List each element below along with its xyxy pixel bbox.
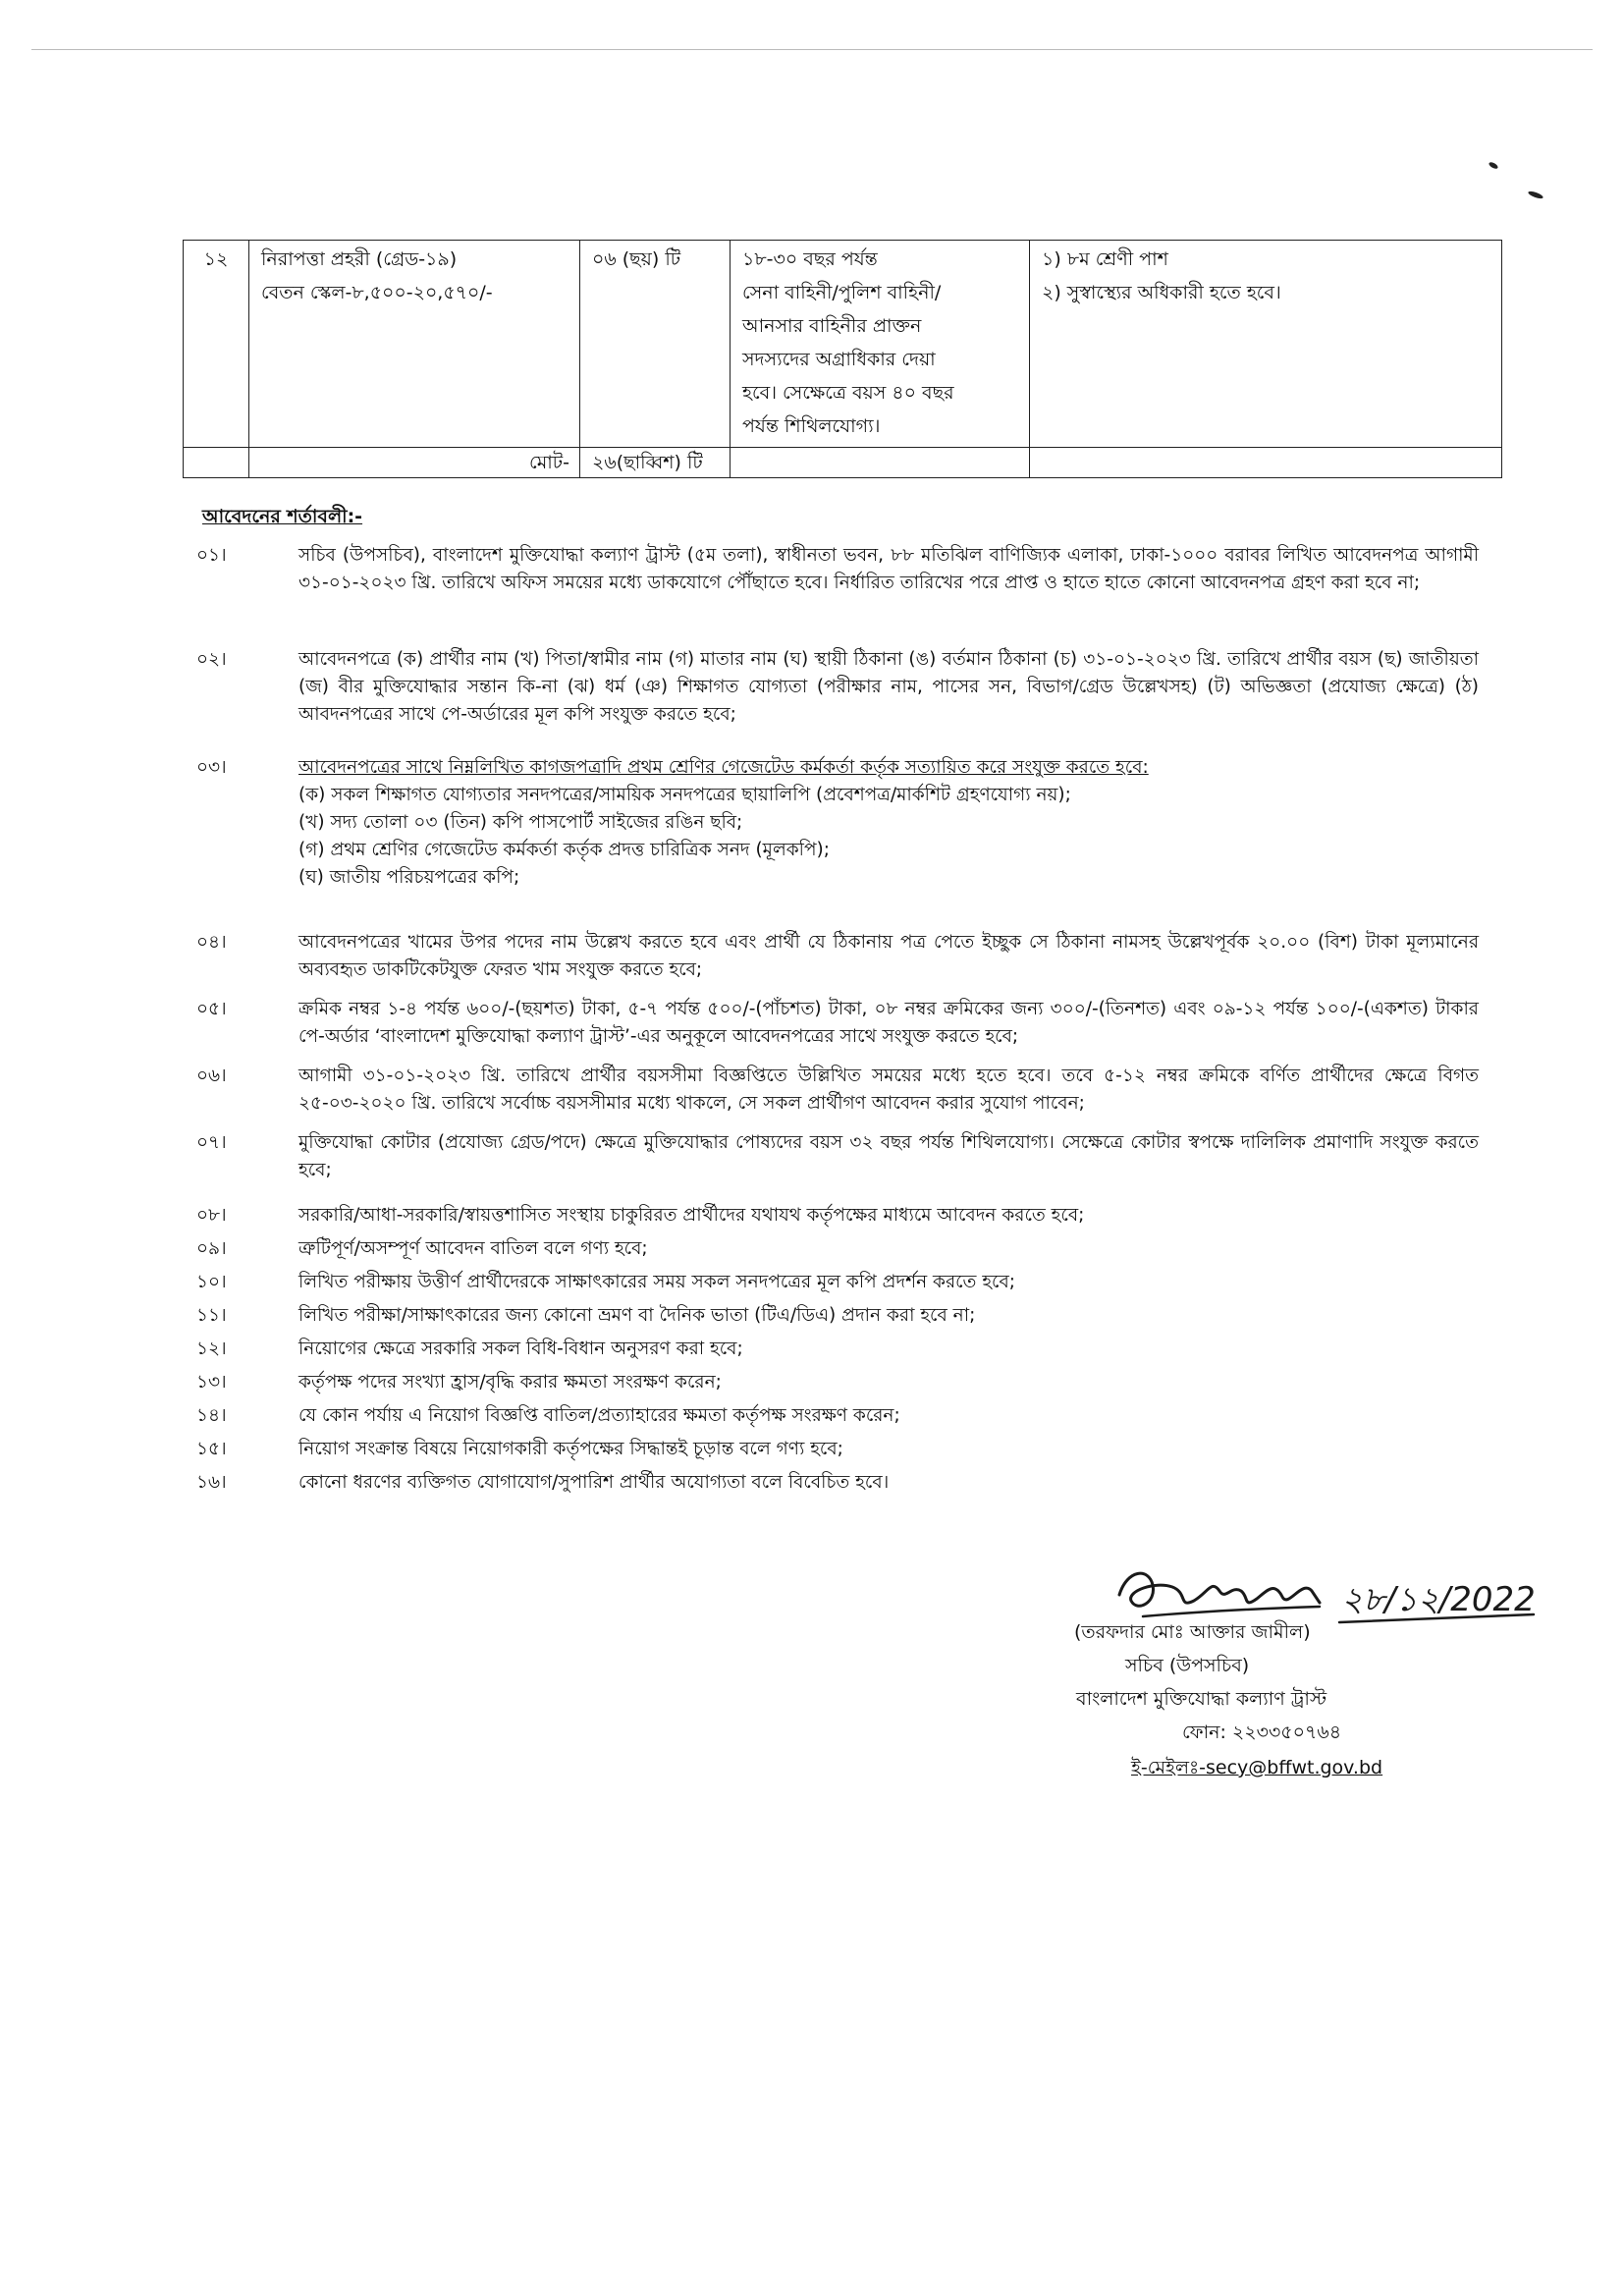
- condition-subitem: (গ) প্রথম শ্রেণির গেজেটেড কর্মকর্তা কর্তৃক প্রদত্ত চারিত্রিক সনদ (মূলকপি);: [298, 840, 830, 860]
- condition-number: ০৪।: [196, 932, 227, 953]
- condition-subitem: (ঘ) জাতীয় পরিচয়পত্রের কপি;: [298, 867, 520, 888]
- condition-number: ০৬।: [196, 1066, 227, 1086]
- condition-number: ০৫।: [196, 999, 227, 1019]
- age-line: আনসার বাহিনীর প্রাক্তন: [742, 315, 922, 337]
- condition-item: [196, 1369, 1479, 1396]
- signatory-email[interactable]: ই-মেইলঃ-secy@bffwt.gov.bd: [1131, 1757, 1383, 1778]
- qualification-line: ২) সুস্বাস্থ্যের অধিকারী হতে হবে।: [1042, 282, 1281, 303]
- condition-text: নিয়োগের ক্ষেত্রে সরকারি সকল বিধি-বিধান অনুসরণ করা হবে;: [298, 1339, 743, 1359]
- condition-item: [196, 996, 1479, 1051]
- condition-number: ১৫।: [196, 1439, 227, 1459]
- scan-speck: [1528, 190, 1544, 199]
- age-line: পর্যন্ত শিথিলযোগ্য।: [742, 415, 881, 437]
- serial-cell: ১২: [184, 241, 249, 448]
- condition-text: আবেদনপত্রের খামের উপর পদের নাম উল্লেখ করতে হবে এবং প্রার্থী যে ঠিকানায় পত্র পেতে ইচ্ছুক সে ঠিকানা নামসহ উল্লেখপূর্বক ২০.০০ (বিশ) টাকা মূল্যমানের অব্যবহৃত ডাকটিকেটযুক্ত ফেরত খাম সংযুক্ত করতে হবে;: [298, 932, 1479, 980]
- condition-number: ১১।: [196, 1305, 227, 1326]
- signatory-name: (তরফদার মোঃ আক্তার জামীল): [1074, 1621, 1311, 1643]
- empty-cell: [731, 448, 1030, 478]
- condition-text: আবেদনপত্রে (ক) প্রার্থীর নাম (খ) পিতা/স্বামীর নাম (গ) মাতার নাম (ঘ) স্থায়ী ঠিকানা (ঙ) বর্তমান ঠিকানা (চ) ৩১-০১-২০২৩ খ্রি. তারিখে প্রার্থীর বয়স (ছ) জাতীয়তা (জ) বীর মুক্তিযোদ্ধার সন্তান কি-না (ঝ) ধর্ম (ঞ) শিক্ষাগত যোগ্যতা (পরীক্ষার নাম, পাসের সন, বিভাগ/গ্রেড উল্লেখসহ) (ট) অভিজ্ঞতা (প্রযোজ্য ক্ষেত্রে) (ঠ) আবদনপত্রের সাথে পে-অর্ডারের মূল কপি সংযুক্ত করতে হবে;: [298, 649, 1479, 725]
- condition-item: [196, 754, 1479, 892]
- condition-item: [196, 1269, 1479, 1296]
- condition-number: ১৪।: [196, 1405, 227, 1426]
- condition-item: [196, 1202, 1479, 1230]
- age-line: সদস্যদের অগ্রাধিকার দেয়া: [742, 349, 936, 370]
- signatory-phone: ফোন: ২২৩৩৫০৭৬৪: [1182, 1722, 1342, 1743]
- condition-number: ১০।: [196, 1272, 227, 1292]
- condition-lead: আবেদনপত্রের সাথে নিম্নলিখিত কাগজপত্রাদি প্রথম শ্রেণির গেজেটেড কর্মকর্তা কর্তৃক সত্যায়িত করে সংযুক্ত করতে হবে:: [298, 757, 1149, 778]
- signatory-designation: সচিব (উপসচিব): [1125, 1655, 1250, 1676]
- age-line: ১৮-৩০ বছর পর্যন্ত: [742, 248, 878, 270]
- condition-subitem: (ক) সকল শিক্ষাগত যোগ্যতার সনদপত্রের/সাময়িক সনদপত্রের ছায়ালিপি (প্রবেশপত্র/মার্কশিট গ্রহণযোগ্য নয়);: [298, 785, 1071, 805]
- condition-item: [196, 646, 1479, 729]
- condition-item: [196, 542, 1479, 597]
- condition-number: ০৩।: [196, 757, 227, 778]
- post-name: নিরাপত্তা প্রহরী (গ্রেড-১৯): [261, 248, 458, 270]
- condition-text: কর্তৃপক্ষ পদের সংখ্যা হ্রাস/বৃদ্ধি করার ক্ষমতা সংরক্ষণ করেন;: [298, 1372, 722, 1393]
- condition-number: ০৭।: [196, 1132, 227, 1153]
- condition-text: লিখিত পরীক্ষা/সাক্ষাৎকারের জন্য কোনো ভ্রমণ বা দৈনিক ভাতা (টিএ/ডিএ) প্রদান করা হবে না;: [298, 1305, 976, 1326]
- pay-scale: বেতন স্কেল-৮,৫০০-২০,৫৭০/-: [261, 282, 493, 303]
- condition-number: ১৩।: [196, 1372, 227, 1393]
- condition-number: ০৯।: [196, 1238, 227, 1259]
- condition-subitem: (খ) সদ্য তোলা ০৩ (তিন) কপি পাসপোর্ট সাইজের রঙিন ছবি;: [298, 812, 743, 833]
- condition-item: [196, 1469, 1479, 1497]
- job-table: [183, 240, 1502, 478]
- condition-text: কোনো ধরণের ব্যক্তিগত যোগাযোগ/সুপারিশ প্রার্থীর অযোগ্যতা বলে বিবেচিত হবে।: [298, 1472, 890, 1493]
- condition-item: [196, 929, 1479, 984]
- condition-number: ০৮।: [196, 1205, 227, 1226]
- vacancy-cell: ০৬ (ছয়) টি: [580, 241, 731, 448]
- total-label: মোট-: [249, 448, 580, 478]
- condition-item: [196, 1336, 1479, 1363]
- condition-text: মুক্তিযোদ্ধা কোটার (প্রযোজ্য গ্রেড/পদে) ক্ষেত্রে মুক্তিযোদ্ধার পোষ্যদের বয়স ৩২ বছর পর্যন্ত শিথিলযোগ্য। সেক্ষেত্রে কোটার স্বপক্ষে দালিলিক প্রমাণাদি সংযুক্ত করতে হবে;: [298, 1132, 1479, 1180]
- condition-item: [196, 1402, 1479, 1430]
- condition-text: সচিব (উপসচিব), বাংলাদেশ মুক্তিযোদ্ধা কল্যাণ ট্রাস্ট (৫ম তলা), স্বাধীনতা ভবন, ৮৮ মতিঝিল বাণিজ্যিক এলাকা, ঢাকা-১০০০ বরাবর লিখিত আবেদনপত্র আগামী ৩১-০১-২০২৩ খ্রি. তারিখে অফিস সময়ের মধ্যে ডাকযোগে পৌঁছাতে হবে। নির্ধারিত তারিখের পরে প্রাপ্ত ও হাতে হাতে কোনো আবেদনপত্র গ্রহণ করা হবে না;: [298, 545, 1479, 593]
- condition-text: ত্রুটিপূর্ণ/অসম্পূর্ণ আবেদন বাতিল বলে গণ্য হবে;: [298, 1238, 648, 1259]
- qualification-line: ১) ৮ম শ্রেণী পাশ: [1042, 248, 1168, 270]
- condition-number: ০২।: [196, 649, 227, 670]
- condition-item: [196, 1302, 1479, 1330]
- age-line: হবে। সেক্ষেত্রে বয়স ৪০ বছর: [742, 382, 954, 404]
- condition-item: [196, 1129, 1479, 1184]
- condition-text: আগামী ৩১-০১-২০২৩ খ্রি. তারিখে প্রার্থীর বয়সসীমা বিজ্ঞপ্তিতে উল্লিখিত সময়ের মধ্যে হতে হবে। তবে ৫-১২ নম্বর ক্রমিকে বর্ণিত প্রার্থীদের ক্ষেত্রে বিগত ২৫-০৩-২০২০ খ্রি. তারিখে সর্বোচ্চ বয়সসীমার মধ্যে থাকলে, সে সকল প্রার্থীগণ আবেদন করার সুযোগ পাবেন;: [298, 1066, 1479, 1114]
- condition-item: [196, 1436, 1479, 1463]
- empty-cell: [1030, 448, 1502, 478]
- top-rule: [31, 49, 1593, 50]
- age-line: সেনা বাহিনী/পুলিশ বাহিনী/: [742, 282, 942, 303]
- signatory-organization: বাংলাদেশ মুক্তিযোদ্ধা কল্যাণ ট্রাস্ট: [1076, 1688, 1327, 1710]
- empty-cell: [184, 448, 249, 478]
- condition-number: ০১।: [196, 545, 227, 566]
- total-row: [184, 448, 1502, 478]
- total-value: ২৬(ছাব্বিশ) টি: [580, 448, 731, 478]
- age-limit-cell: [731, 241, 1030, 448]
- conditions-heading: আবেদনের শর্তাবলী:-: [202, 506, 363, 527]
- handwritten-date: ২৮/১২/2022: [1341, 1580, 1536, 1619]
- condition-text: ক্রমিক নম্বর ১-৪ পর্যন্ত ৬০০/-(ছয়শত) টাকা, ৫-৭ পর্যন্ত ৫০০/-(পাঁচশত) টাকা, ০৮ নম্বর ক্রমিকের জন্য ৩০০/-(তিনশত) এবং ০৯-১২ পর্যন্ত ১০০/-(একশত) টাকার পে-অর্ডার ‘বাংলাদেশ মুক্তিযোদ্ধা কল্যাণ ট্রাস্ট’-এর অনুকূলে আবেদনপত্রের সাথে সংযুক্ত করতে হবে;: [298, 999, 1479, 1047]
- condition-text: যে কোন পর্যায় এ নিয়োগ বিজ্ঞপ্তি বাতিল/প্রত্যাহারের ক্ষমতা কর্তৃপক্ষ সংরক্ষণ করেন;: [298, 1405, 900, 1426]
- post-cell: [249, 241, 580, 448]
- condition-number: ১৬।: [196, 1472, 227, 1493]
- condition-text: [298, 754, 1479, 892]
- condition-text: সরকারি/আধা-সরকারি/স্বায়ত্তশাসিত সংস্থায় চাকুরিরত প্রার্থীদের যথাযথ কর্তৃপক্ষের মাধ্যমে আবেদন করতে হবে;: [298, 1205, 1085, 1226]
- condition-text: নিয়োগ সংক্রান্ত বিষয়ে নিয়োগকারী কর্তৃপক্ষের সিদ্ধান্তই চূড়ান্ত বলে গণ্য হবে;: [298, 1439, 843, 1459]
- condition-item: [196, 1235, 1479, 1263]
- table-row: [184, 241, 1502, 448]
- scan-speck: [1488, 161, 1498, 170]
- condition-number: ১২।: [196, 1339, 227, 1359]
- condition-text: লিখিত পরীক্ষায় উত্তীর্ণ প্রার্থীদেরকে সাক্ষাৎকারের সময় সকল সনদপত্রের মূল কপি প্রদর্শন করতে হবে;: [298, 1272, 1015, 1292]
- condition-item: [196, 1063, 1479, 1118]
- qualification-cell: [1030, 241, 1502, 448]
